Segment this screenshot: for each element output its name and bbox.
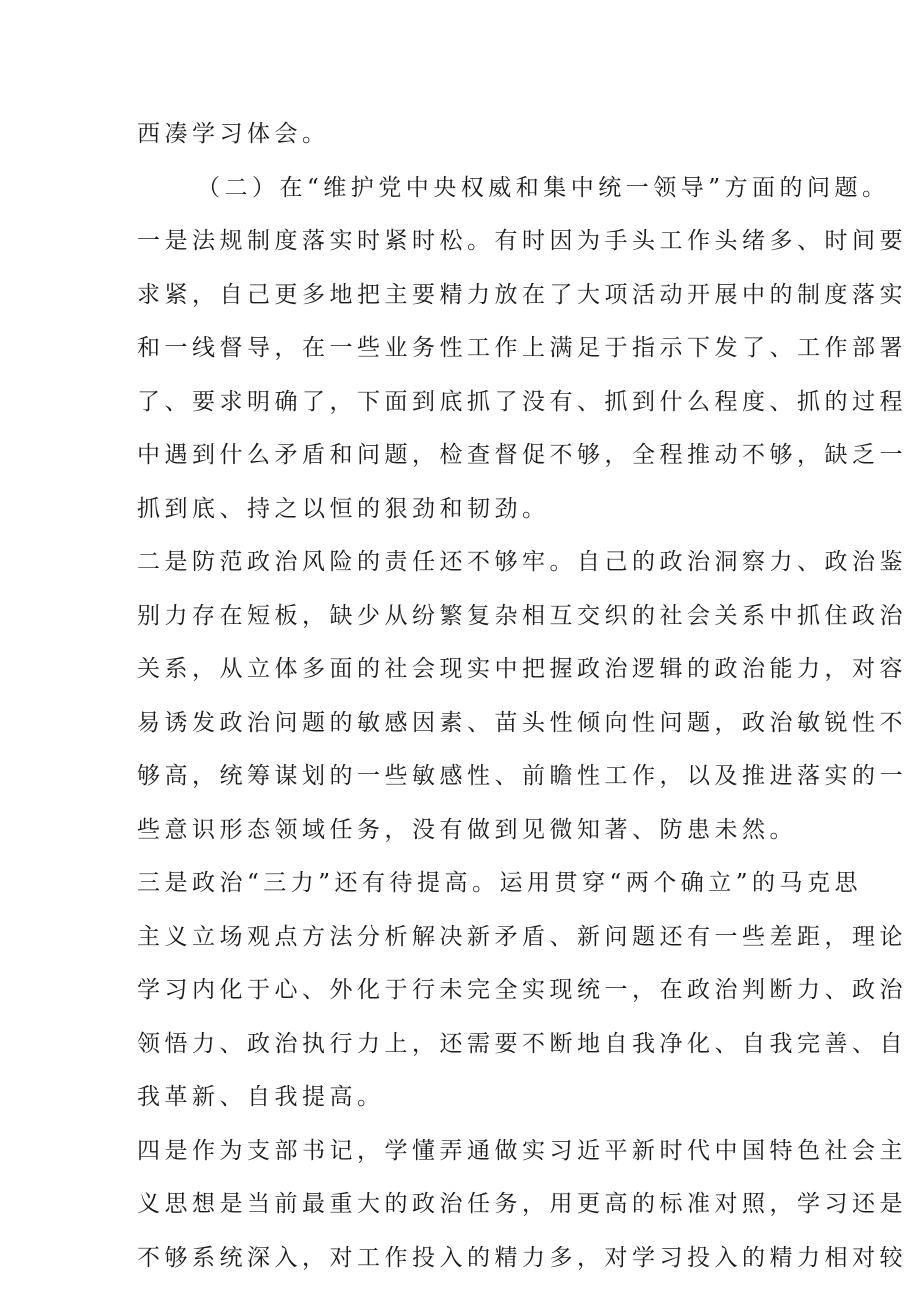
text-line: 义思想是当前最重大的政治任务，用更高的标准对照，学习还是 (137, 1191, 907, 1217)
text-line: 三是政治“三力”还有待提高。运用贯穿“两个确立”的马克思 (137, 870, 863, 896)
text-line: 了、要求明确了，下面到底抓了没有、抓到什么程度、抓的过程 (137, 388, 907, 415)
text-line: 一是法规制度落实时紧时松。有时因为手头工作头绪多、时间要 (137, 228, 907, 254)
text-line: 西凑学习体会。 (137, 121, 330, 147)
text-line: 别力存在短板，缺少从纷繁复杂相互交织的社会关系中抓住政治 (137, 602, 907, 629)
text-line: 不够系统深入，对工作投入的精力多，对学习投入的精力相对较 (137, 1244, 907, 1271)
text-line: 我革新、自我提高。 (137, 1084, 385, 1110)
text-line: 中遇到什么矛盾和问题，检查督促不够，全程推动不够，缺乏一 (137, 442, 907, 468)
text-line: 和一线督导，在一些业务性工作上满足于指示下发了、工作部署 (137, 335, 907, 361)
text-line: 二是防范政治风险的责任还不够牢。自己的政治洞察力、政治鉴 (137, 549, 907, 575)
text-line: 学习内化于心、外化于行未完全实现统一，在政治判断力、政治 (137, 977, 907, 1003)
text-line: 求紧，自己更多地把主要精力放在了大项活动开展中的制度落实 (137, 281, 907, 308)
text-line: 够高，统筹谋划的一些敏感性、前瞻性工作，以及推进落实的一 (137, 763, 907, 789)
text-line: 抓到底、持之以恒的狠劲和韧劲。 (137, 495, 550, 522)
text-line: 领悟力、政治执行力上，还需要不断地自我净化、自我完善、自 (137, 1030, 907, 1057)
document-body (137, 108, 907, 1285)
text-line: 四是作为支部书记，学懂弄通做实习近平新时代中国特色社会主 (137, 1137, 907, 1164)
text-line: 些意识形态领域任务，没有做到见微知著、防患未然。 (137, 816, 797, 843)
text-line: 易诱发政治问题的敏感因素、苗头性倾向性问题，政治敏锐性不 (137, 709, 907, 736)
text-line: 关系，从立体多面的社会现实中把握政治逻辑的政治能力，对容 (137, 656, 907, 682)
text-line: 主义立场观点方法分析解决新矛盾、新问题还有一些差距，理论 (137, 923, 907, 950)
section-heading: （二）在“维护党中央权威和集中统一领导”方面的问题。 (197, 174, 890, 201)
